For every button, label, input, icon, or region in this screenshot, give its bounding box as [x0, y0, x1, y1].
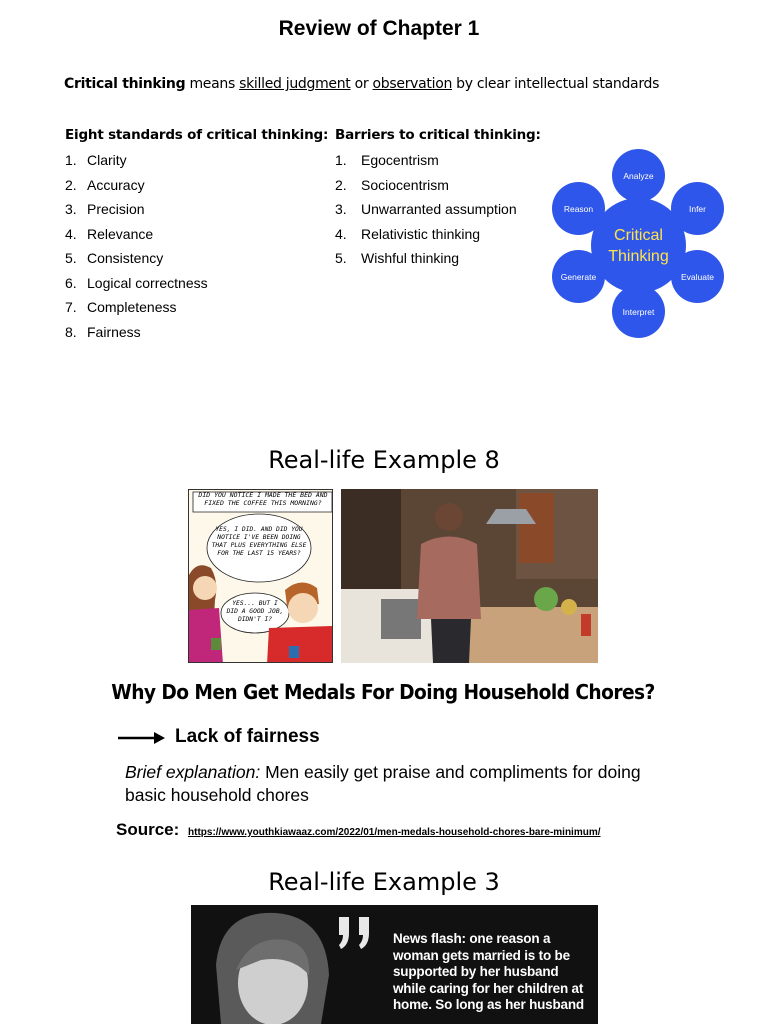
diagram-node-generate: Generate — [552, 250, 605, 303]
list-item — [335, 222, 517, 247]
article-headline: Why Do Men Get Medals For Doing Household Chores? — [111, 680, 655, 704]
list-label: Clarity — [87, 152, 127, 168]
page-title: Review of Chapter 1 — [278, 17, 480, 40]
kitchen-photo — [341, 489, 598, 663]
diagram-node-analyze: Analyze — [612, 149, 665, 202]
list-number: 3. — [65, 201, 77, 217]
comic-bubble-text: YES... BUT I DID A GOOD JOB, DIDN'T I? — [226, 600, 284, 623]
definition-term: Critical thinking — [64, 76, 186, 92]
list-label: Precision — [87, 201, 145, 217]
diagram-node-evaluate: Evaluate — [671, 250, 724, 303]
list-number: 1. — [65, 152, 77, 168]
definition-text: or — [350, 76, 373, 92]
list-item — [65, 173, 208, 198]
list-item — [335, 173, 517, 198]
list-number: 1. — [335, 152, 347, 168]
list-label: Sociocentrism — [361, 176, 449, 193]
critical-thinking-diagram — [545, 143, 735, 343]
brief-explanation — [125, 761, 685, 807]
list-label: Wishful thinking — [361, 250, 460, 266]
list-label: Completeness — [87, 299, 177, 315]
definition-text: by clear intellectual standards — [452, 76, 660, 92]
list-label: Relativistic thinking — [361, 225, 481, 242]
explanation-text: Men easily get praise and compliments for doing basic household chores — [125, 762, 641, 805]
diagram-node-reason: Reason — [552, 182, 605, 235]
diagram-center-line: Critical — [614, 226, 663, 244]
skilled-judgment-link[interactable]: skilled judgment — [239, 76, 351, 92]
standards-heading: Eight standards of critical thinking: — [65, 127, 329, 143]
list-item — [65, 320, 208, 345]
definition-sentence — [64, 76, 659, 92]
arrow-right-icon — [118, 731, 166, 745]
quote-text: News flash: one reason a woman gets married is to be supported by her husband while caring for her children at home. So long as her husband — [393, 931, 584, 1012]
barriers-list — [335, 148, 517, 271]
example-3-title: Real-life Example 3 — [268, 868, 500, 896]
finding-label: Lack of fairness — [175, 726, 320, 747]
list-number: 6. — [65, 274, 77, 291]
list-number: 4. — [65, 225, 77, 242]
list-label: Egocentrism — [361, 152, 439, 168]
list-number: 8. — [65, 323, 77, 340]
list-number: 2. — [335, 176, 347, 193]
source-link[interactable]: https://www.youthkiawaaz.com/2022/01/men-medals-household-chores-bare-minimum/ — [188, 827, 601, 838]
list-item — [335, 148, 517, 173]
example-8-title: Real-life Example 8 — [268, 446, 500, 474]
comic-bubble-text: DID YOU NOTICE I MADE THE BED AND FIXED THE COFFEE THIS MORNING? — [198, 491, 328, 507]
explanation-label: Brief explanation: — [125, 762, 261, 782]
diagram-center-line: Thinking — [608, 247, 669, 265]
comic-image — [188, 489, 333, 663]
list-label: Relevance — [87, 225, 154, 242]
barriers-heading: Barriers to critical thinking: — [335, 127, 541, 143]
source-label: Source: — [116, 820, 180, 839]
list-number: 5. — [335, 250, 347, 266]
list-label: Consistency — [87, 250, 164, 266]
list-number: 5. — [65, 250, 77, 266]
list-number: 4. — [335, 225, 347, 242]
definition-text: means — [185, 76, 240, 92]
list-item — [335, 197, 517, 222]
observation-link[interactable]: observation — [372, 76, 453, 92]
list-item — [65, 271, 208, 296]
list-item — [65, 222, 208, 247]
list-label: Fairness — [87, 323, 141, 340]
list-label: Unwarranted assumption — [361, 201, 517, 217]
comic-bubble-text: YES, I DID. AND DID YOU NOTICE I'VE BEEN DOING THAT PLUS EVERYTHING ELSE FOR THE LAST 15 YEARS? — [211, 526, 307, 557]
diagram-center — [591, 198, 686, 293]
list-item — [65, 197, 208, 222]
list-label: Accuracy — [87, 176, 145, 193]
list-label: Logical correctness — [87, 274, 208, 291]
list-item — [65, 246, 208, 271]
list-number: 2. — [65, 176, 77, 193]
list-number: 3. — [335, 201, 347, 217]
diagram-node-interpret: Interpret — [612, 285, 665, 338]
diagram-node-infer: Infer — [671, 182, 724, 235]
list-number: 7. — [65, 299, 77, 315]
list-item — [335, 246, 517, 271]
list-item — [65, 295, 208, 320]
list-item — [65, 148, 208, 173]
standards-list — [65, 148, 208, 344]
